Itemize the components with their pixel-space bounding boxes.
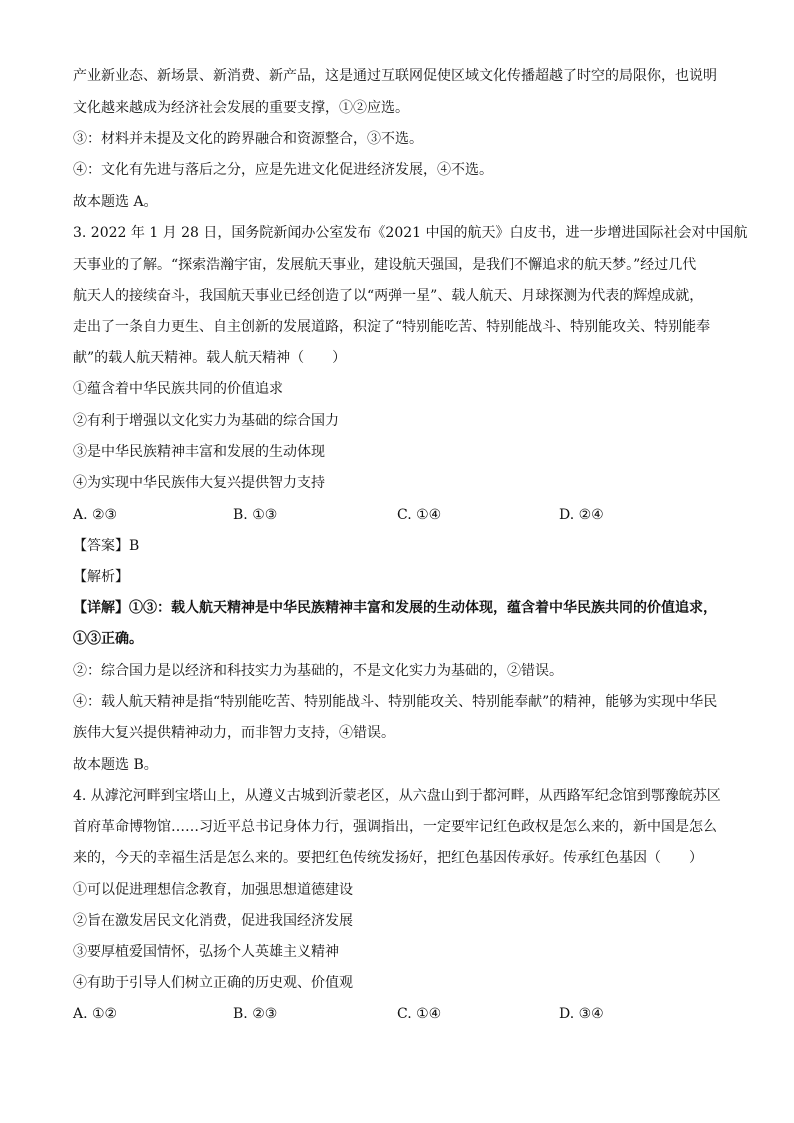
question-4-stem: 首府革命博物馆……习近平总书记身体力行，强调指出，一定要牢记红色政权是怎么来的，新中国是怎么: [73, 819, 717, 835]
question-3-stem: 航天人的接续奋斗，我国航天事业已经创造了以“两弹一星”、载人航天、月球探测为代表的辉煌成就，: [73, 288, 704, 304]
option-c: C. ①④: [397, 1006, 442, 1022]
text-line: 文化越来越成为经济社会发展的重要支撑，①②应选。: [73, 100, 409, 116]
detail-line: 故本题选 B。: [73, 757, 158, 773]
question-4-stem: 4. 从滹沱河畔到宝塔山上，从遵义古城到沂蒙老区，从六盘山到于都河畔，从西路军纪念馆到鄂豫皖苏区: [73, 788, 721, 804]
text-line: ③：材料并未提及文化的跨界融合和资源整合，③不选。: [73, 131, 423, 147]
detail-line: ①③正确。: [73, 631, 143, 647]
detail-line: ④：载人航天精神是指“特别能吃苦、特别能战斗、特别能攻关、特别能奉献”的精神，能够为实现中华民: [73, 694, 718, 710]
detail-line: ②：综合国力是以经济和科技实力为基础的，不是文化实力为基础的，②错误。: [73, 663, 563, 679]
detail-line: 【详解】①③：载人航天精神是中华民族精神丰富和发展的生动体现，蕴含着中华民族共同的价值追求，: [73, 600, 717, 616]
option-c: C. ①④: [397, 507, 442, 523]
statement-4: ④为实现中华民族伟大复兴提供智力支持: [73, 475, 325, 491]
question-4-stem: 来的，今天的幸福生活是怎么来的。要把红色传统发扬好，把红色基因传承好。传承红色基因（ ）: [73, 850, 703, 866]
analysis-label: 【解析】: [73, 569, 129, 585]
option-b: B. ②③: [233, 1006, 278, 1022]
statement-2: ②旨在激发居民文化消费，促进我国经济发展: [73, 913, 353, 929]
option-a: A. ①②: [73, 1006, 118, 1022]
question-3-stem: 献”的载人航天精神。载人航天精神（ ）: [73, 350, 347, 366]
statement-3: ③是中华民族精神丰富和发展的生动体现: [73, 444, 325, 460]
detail-line: 族伟大复兴提供精神动力，而非智力支持，④错误。: [73, 725, 395, 741]
statement-4: ④有助于引导人们树立正确的历史观、价值观: [73, 975, 353, 991]
text-line: 故本题选 A。: [73, 194, 158, 210]
option-d: D. ③④: [559, 1006, 604, 1022]
question-3-stem: 天事业的了解。“探索浩瀚宇宙，发展航天事业，建设航天强国，是我们不懈追求的航天梦。”经过几代: [73, 257, 697, 273]
statement-2: ②有利于增强以文化实力为基础的综合国力: [73, 413, 339, 429]
question-3-stem: 走出了一条自力更生、自主创新的发展道路，积淀了“特别能吃苦、特别能战斗、特别能攻关、特别能奉: [73, 319, 711, 335]
option-a: A. ②③: [73, 507, 118, 523]
statement-1: ①蕴含着中华民族共同的价值追求: [73, 381, 283, 397]
option-b: B. ①③: [233, 507, 278, 523]
answer-label: 【答案】B: [73, 538, 140, 554]
statement-1: ①可以促进理想信念教育，加强思想道德建设: [73, 882, 353, 898]
question-3-stem: 3. 2022 年 1 月 28 日，国务院新闻办公室发布《2021 中国的航天》白皮书，进一步增进国际社会对中国航: [73, 225, 748, 241]
text-line: 产业新业态、新场景、新消费、新产品，这是通过互联网促使区域文化传播超越了时空的局限你，也说明: [73, 68, 717, 84]
option-d: D. ②④: [559, 507, 604, 523]
text-line: ④：文化有先进与落后之分，应是先进文化促进经济发展，④不选。: [73, 162, 493, 178]
statement-3: ③要厚植爱国情怀，弘扬个人英雄主义精神: [73, 944, 339, 960]
